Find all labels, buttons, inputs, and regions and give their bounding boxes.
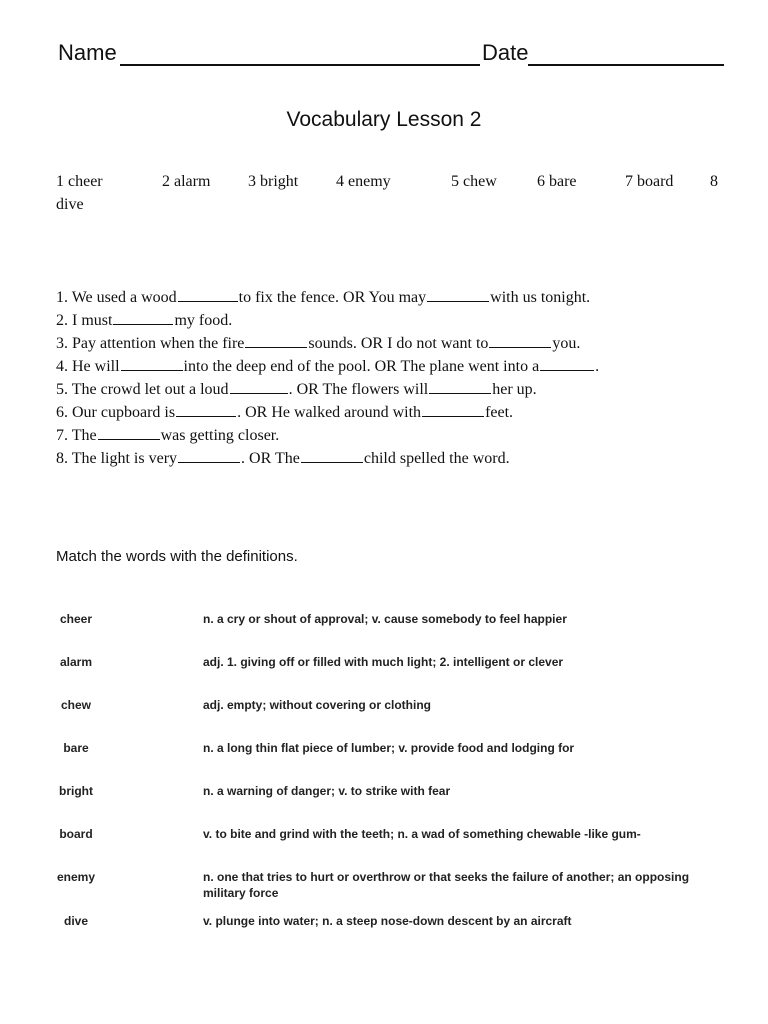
sentence-text: 7. The xyxy=(56,427,97,444)
answer-blank[interactable] xyxy=(113,310,173,325)
answer-blank[interactable] xyxy=(245,333,307,348)
match-definition: adj. empty; without covering or clothing xyxy=(203,698,432,712)
answer-blank[interactable] xyxy=(540,356,594,371)
sentence-text: 5. The crowd let out a loud xyxy=(56,381,229,398)
word-bank-item: 8 xyxy=(710,173,718,190)
answer-blank[interactable] xyxy=(422,402,484,417)
answer-blank[interactable] xyxy=(489,333,551,348)
match-definition: n. a long thin flat piece of lumber; v. provide food and lodging for xyxy=(203,741,575,755)
answer-blank[interactable] xyxy=(121,356,183,371)
sentence-8 xyxy=(56,448,510,468)
sentence-text: child spelled the word. xyxy=(363,450,510,467)
page-title: Vocabulary Lesson 2 xyxy=(286,108,482,131)
answer-blank[interactable] xyxy=(301,448,363,463)
date-label: Date xyxy=(482,40,529,65)
answer-blank[interactable] xyxy=(429,379,491,394)
matching-instruction: Match the words with the definitions. xyxy=(56,548,298,565)
word-bank-item: 7 board xyxy=(625,173,674,190)
date-line[interactable] xyxy=(528,64,724,66)
match-word: board xyxy=(59,827,93,841)
sentence-text: feet. xyxy=(485,404,514,421)
sentence-text: . OR The flowers will xyxy=(288,381,429,398)
sentence-text: 8. The light is very xyxy=(56,450,178,467)
sentence-text: 1. We used a wood xyxy=(56,289,177,306)
sentence-7 xyxy=(56,425,279,445)
word-bank-item: dive xyxy=(56,196,84,213)
answer-blank[interactable] xyxy=(427,287,489,302)
sentence-2 xyxy=(56,310,232,330)
match-word: dive xyxy=(63,914,88,928)
sentence-text: to fix the fence. OR You may xyxy=(238,289,427,306)
sentence-4 xyxy=(56,356,599,376)
word-bank-item: 6 bare xyxy=(537,173,577,190)
sentence-text: 2. I must xyxy=(56,312,113,329)
sentence-1 xyxy=(56,287,590,307)
match-word: bright xyxy=(59,784,93,798)
sentence-text: you. xyxy=(552,335,581,352)
sentence-text: 4. He will xyxy=(56,358,120,375)
name-line[interactable] xyxy=(120,64,480,66)
match-word: chew xyxy=(60,698,91,712)
answer-blank[interactable] xyxy=(230,379,288,394)
sentence-5 xyxy=(56,379,537,399)
answer-blank[interactable] xyxy=(98,425,160,440)
match-definition: n. a warning of danger; v. to strike with fear xyxy=(203,784,451,798)
word-bank-item: 1 cheer xyxy=(56,173,103,190)
sentence-6 xyxy=(56,402,513,422)
sentence-text: 3. Pay attention when the fire xyxy=(56,335,245,352)
answer-blank[interactable] xyxy=(176,402,236,417)
sentence-text: with us tonight. xyxy=(490,289,591,306)
match-definition: n. a cry or shout of approval; v. cause somebody to feel happier xyxy=(203,612,567,626)
word-bank-item: 5 chew xyxy=(451,173,497,190)
sentence-text: her up. xyxy=(492,381,537,398)
sentence-text: was getting closer. xyxy=(160,427,280,444)
sentence-text: my food. xyxy=(174,312,233,329)
word-bank-item: 3 bright xyxy=(248,173,299,190)
sentence-text: sounds. OR I do not want to xyxy=(308,335,489,352)
sentence-3 xyxy=(56,333,580,353)
match-definition: n. one that tries to hurt or overthrow or that seeks the failure of another; an opposing military force xyxy=(203,870,690,900)
sentence-text: 6. Our cupboard is xyxy=(56,404,176,421)
sentence-text: into the deep end of the pool. OR The plane went into a xyxy=(183,358,540,375)
answer-blank[interactable] xyxy=(178,287,238,302)
match-word: cheer xyxy=(59,612,93,626)
match-definition: adj. 1. giving off or filled with much light; 2. intelligent or clever xyxy=(203,655,564,669)
word-bank-item: 2 alarm xyxy=(162,173,211,190)
sentence-text: . OR He walked around with xyxy=(237,404,422,421)
match-word: bare xyxy=(63,741,89,755)
name-label: Name xyxy=(58,40,117,65)
match-word: enemy xyxy=(56,870,96,884)
match-definition: v. plunge into water; n. a steep nose-down descent by an aircraft xyxy=(203,914,572,928)
match-definition: v. to bite and grind with the teeth; n. a wad of something chewable -like gum- xyxy=(203,827,641,841)
sentence-text: . xyxy=(595,358,600,375)
answer-blank[interactable] xyxy=(178,448,240,463)
sentence-text: . OR The xyxy=(241,450,300,467)
word-bank-item: 4 enemy xyxy=(336,173,391,190)
match-word: alarm xyxy=(59,655,93,669)
